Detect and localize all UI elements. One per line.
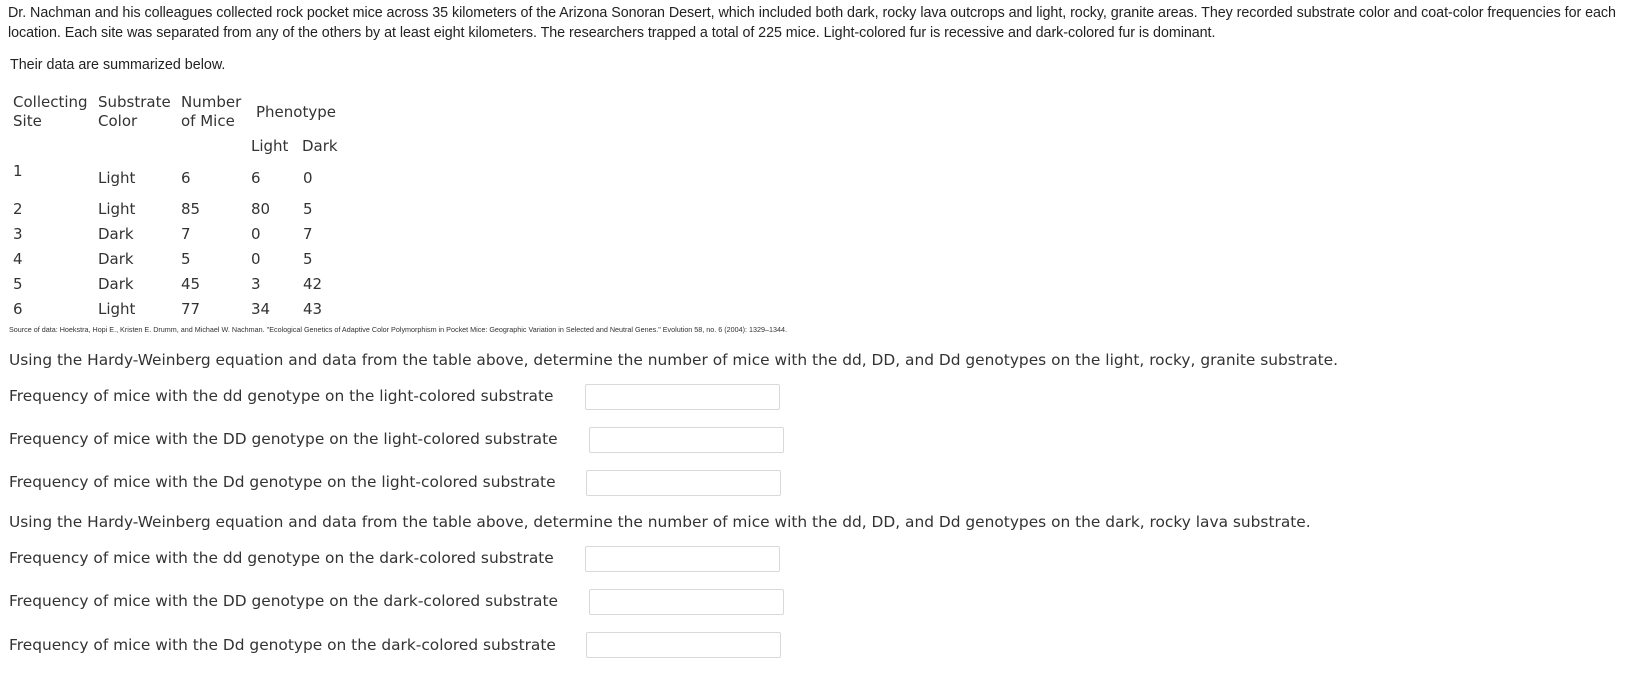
table-cell-dark: 0 bbox=[303, 169, 313, 187]
table-cell-site: 3 bbox=[13, 225, 23, 243]
table-cell-substrate: Dark bbox=[98, 250, 134, 268]
header-of-mice: of Mice bbox=[181, 112, 235, 130]
table-cell-dark: 42 bbox=[303, 275, 323, 293]
header-dark: Dark bbox=[302, 137, 338, 155]
light-Dd-input[interactable] bbox=[586, 470, 781, 496]
dark-Dd-label: Frequency of mice with the Dd genotype on the dark-colored substrate bbox=[9, 636, 556, 654]
table-cell-substrate: Dark bbox=[98, 275, 134, 293]
table-cell-site: 1 bbox=[13, 162, 23, 180]
header-site: Site bbox=[13, 112, 42, 130]
summary-text: Their data are summarized below. bbox=[10, 57, 226, 73]
dark-dd-label: Frequency of mice with the dd genotype on the dark-colored substrate bbox=[9, 549, 554, 567]
light-dd-input[interactable] bbox=[585, 384, 780, 410]
table-cell-site: 2 bbox=[13, 200, 23, 218]
source-citation: Source of data: Hoekstra, Hopi E., Kristen E. Drumm, and Michael W. Nachman. "Ecological Genetics of Adaptive Color Polymorphism in Pocket Mice: Geographic Variation in Selected and Neutral Genes." Evolution 58, no. 6 (2004): 1329–1344. bbox=[9, 325, 788, 334]
table-cell-site: 6 bbox=[13, 300, 23, 318]
light-substrate-prompt: Using the Hardy-Weinberg equation and data from the table above, determine the number of mice with the dd, DD, and Dd genotypes on the light, rocky, granite substrate. bbox=[9, 351, 1339, 369]
table-cell-light: 6 bbox=[251, 169, 261, 187]
table-cell-substrate: Light bbox=[98, 200, 136, 218]
header-collecting: Collecting bbox=[13, 93, 88, 111]
table-cell-dark: 5 bbox=[303, 200, 313, 218]
dark-DD-input[interactable] bbox=[589, 589, 784, 615]
table-cell-substrate: Light bbox=[98, 300, 136, 318]
table-cell-light: 34 bbox=[251, 300, 271, 318]
table-cell-light: 0 bbox=[251, 250, 261, 268]
table-cell-light: 0 bbox=[251, 225, 261, 243]
light-DD-input[interactable] bbox=[589, 427, 784, 453]
table-cell-substrate: Light bbox=[98, 169, 136, 187]
dark-DD-label: Frequency of mice with the DD genotype on the dark-colored substrate bbox=[9, 592, 558, 610]
table-cell-site: 4 bbox=[13, 250, 23, 268]
table-cell-light: 80 bbox=[251, 200, 271, 218]
header-color: Color bbox=[98, 112, 138, 130]
table-cell-number: 7 bbox=[181, 225, 191, 243]
light-Dd-label: Frequency of mice with the Dd genotype on the light-colored substrate bbox=[9, 473, 556, 491]
table-cell-number: 77 bbox=[181, 300, 201, 318]
table-cell-dark: 5 bbox=[303, 250, 313, 268]
table-cell-site: 5 bbox=[13, 275, 23, 293]
header-phenotype: Phenotype bbox=[256, 103, 336, 121]
light-dd-label: Frequency of mice with the dd genotype on the light-colored substrate bbox=[9, 387, 554, 405]
header-number: Number bbox=[181, 93, 242, 111]
dark-Dd-input[interactable] bbox=[586, 632, 781, 658]
table-cell-number: 6 bbox=[181, 169, 191, 187]
header-substrate: Substrate bbox=[98, 93, 171, 111]
table-cell-number: 5 bbox=[181, 250, 191, 268]
table-cell-number: 85 bbox=[181, 200, 201, 218]
table-cell-dark: 7 bbox=[303, 225, 313, 243]
table-cell-light: 3 bbox=[251, 275, 261, 293]
dark-substrate-prompt: Using the Hardy-Weinberg equation and data from the table above, determine the number of mice with the dd, DD, and Dd genotypes on the dark, rocky lava substrate. bbox=[9, 513, 1311, 531]
header-light: Light bbox=[251, 137, 289, 155]
light-DD-label: Frequency of mice with the DD genotype on the light-colored substrate bbox=[9, 430, 558, 448]
dark-dd-input[interactable] bbox=[585, 546, 780, 572]
intro-paragraph: Dr. Nachman and his colleagues collected rock pocket mice across 35 kilometers of the Arizona Sonoran Desert, which included both dark, rocky lava outcrops and light, rocky, granite areas. They recorded substrate color and coat-color frequencies for each location. Each site was separated from any of the others by at least eight kilometers. The researchers trapped a total of 225 mice. Light-colored fur is recessive and dark-colored fur is dominant. bbox=[8, 5, 1616, 41]
table-cell-number: 45 bbox=[181, 275, 201, 293]
table-cell-dark: 43 bbox=[303, 300, 323, 318]
table-cell-substrate: Dark bbox=[98, 225, 134, 243]
